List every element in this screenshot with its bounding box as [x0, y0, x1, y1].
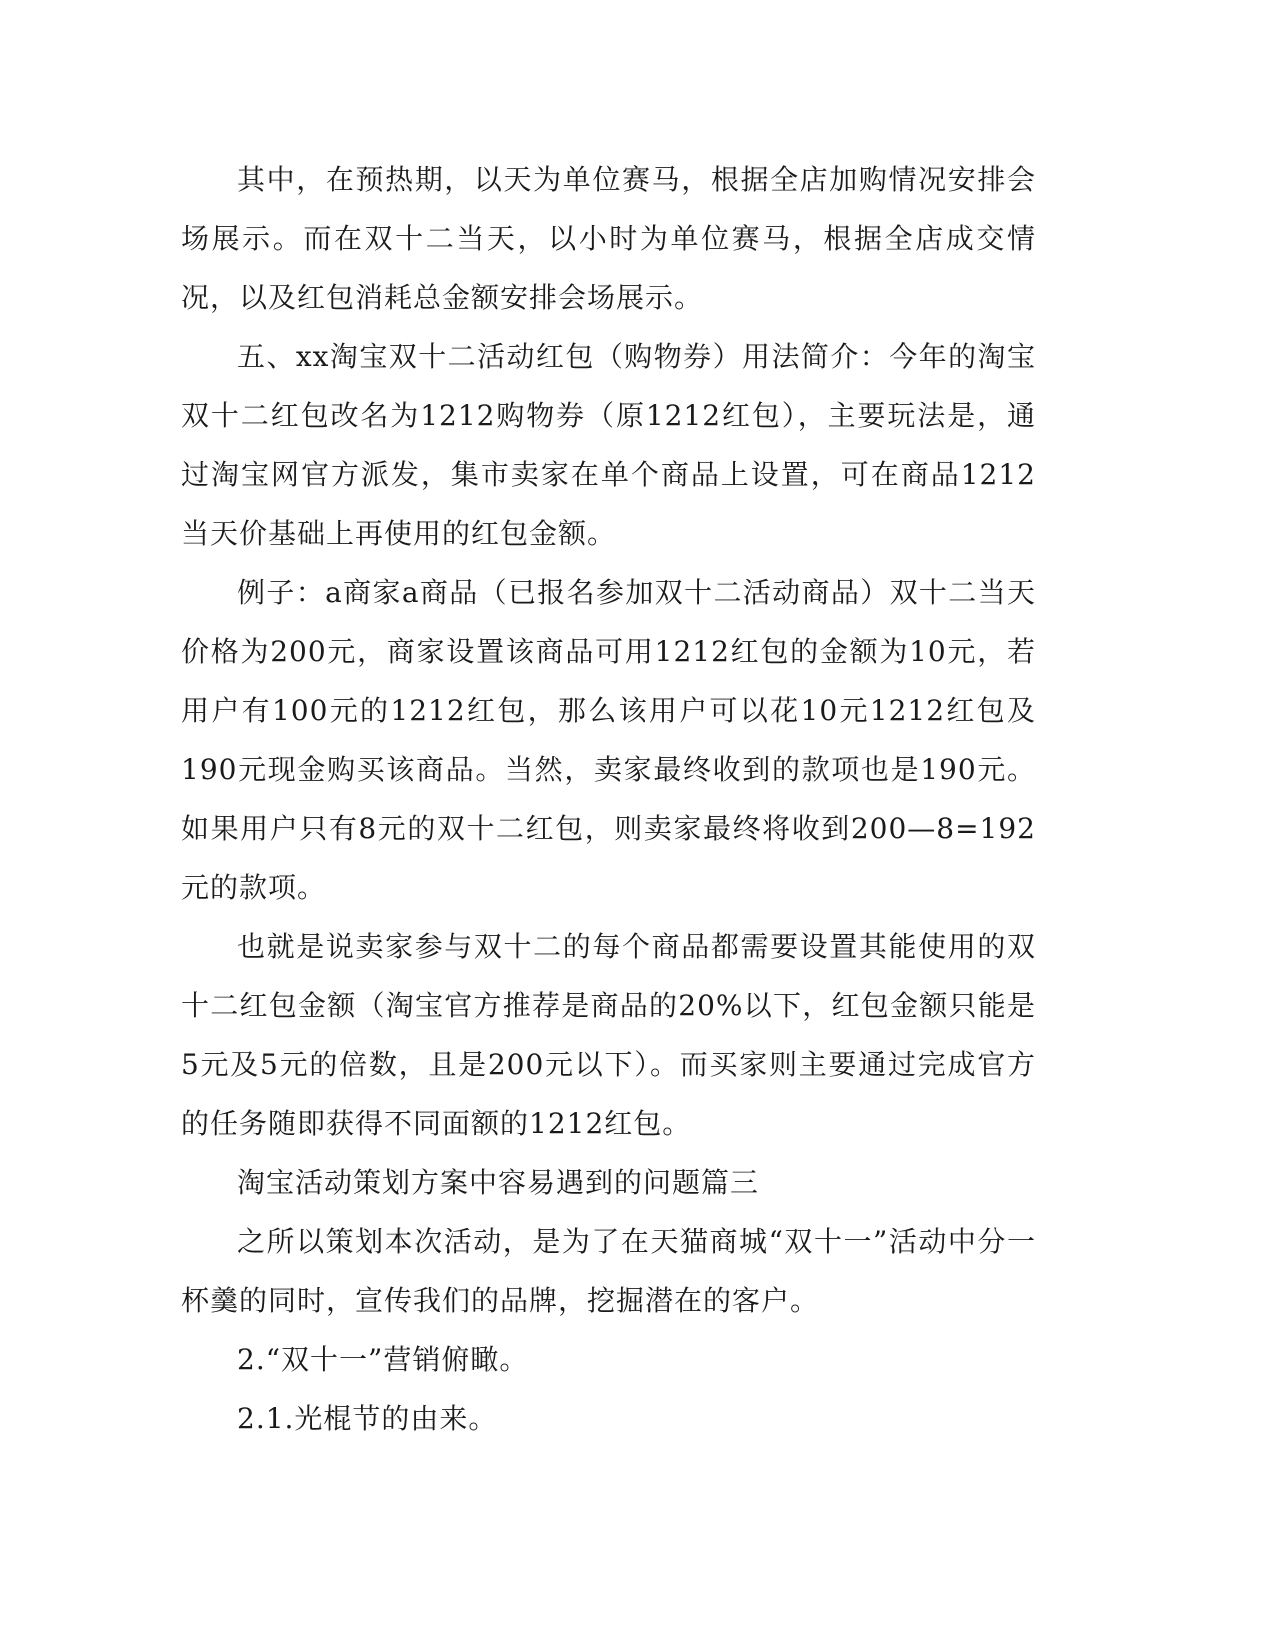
paragraph-2: 五、xx淘宝双十二活动红包（购物券）用法简介：今年的淘宝双十二红包改名为1212购物券（原1212红包），主要玩法是，通过淘宝网官方派发，集市卖家在单个商品上设置，可在商品1212当天价基础上再使用的红包金额。 — [181, 340, 1036, 550]
paragraph-1: 其中，在预热期，以天为单位赛马，根据全店加购情况安排会场展示。而在双十二当天，以小时为单位赛马，根据全店成交情况，以及红包消耗总金额安排会场展示。 — [181, 163, 1036, 314]
subheading-2: 2.“双十一”营销俯瞰。 — [237, 1343, 529, 1376]
paragraph-4: 也就是说卖家参与双十二的每个商品都需要设置其能使用的双十二红包金额（淘宝官方推荐是商品的20%以下，红包金额只能是5元及5元的倍数，且是200元以下）。而买家则主要通过完成官方的任务随即获得不同面额的1212红包。 — [181, 930, 1036, 1140]
subheading-2-1: 2.1.光棍节的由来。 — [237, 1402, 498, 1435]
document-body — [181, 150, 1036, 1448]
section-heading: 淘宝活动策划方案中容易遇到的问题篇三 — [237, 1166, 760, 1199]
paragraph-3: 例子：a商家a商品（已报名参加双十二活动商品）双十二当天价格为200元，商家设置该商品可用1212红包的金额为10元，若用户有100元的1212红包，那么该用户可以花10元1212红包及190元现金购买该商品。当然，卖家最终收到的款项也是190元。如果用户只有8元的双十二红包，则卖家最终将收到200—8=192元的款项。 — [181, 576, 1036, 904]
paragraph-5: 之所以策划本次活动，是为了在天猫商城“双十一”活动中分一杯羹的同时，宣传我们的品牌，挖掘潜在的客户。 — [181, 1225, 1036, 1317]
